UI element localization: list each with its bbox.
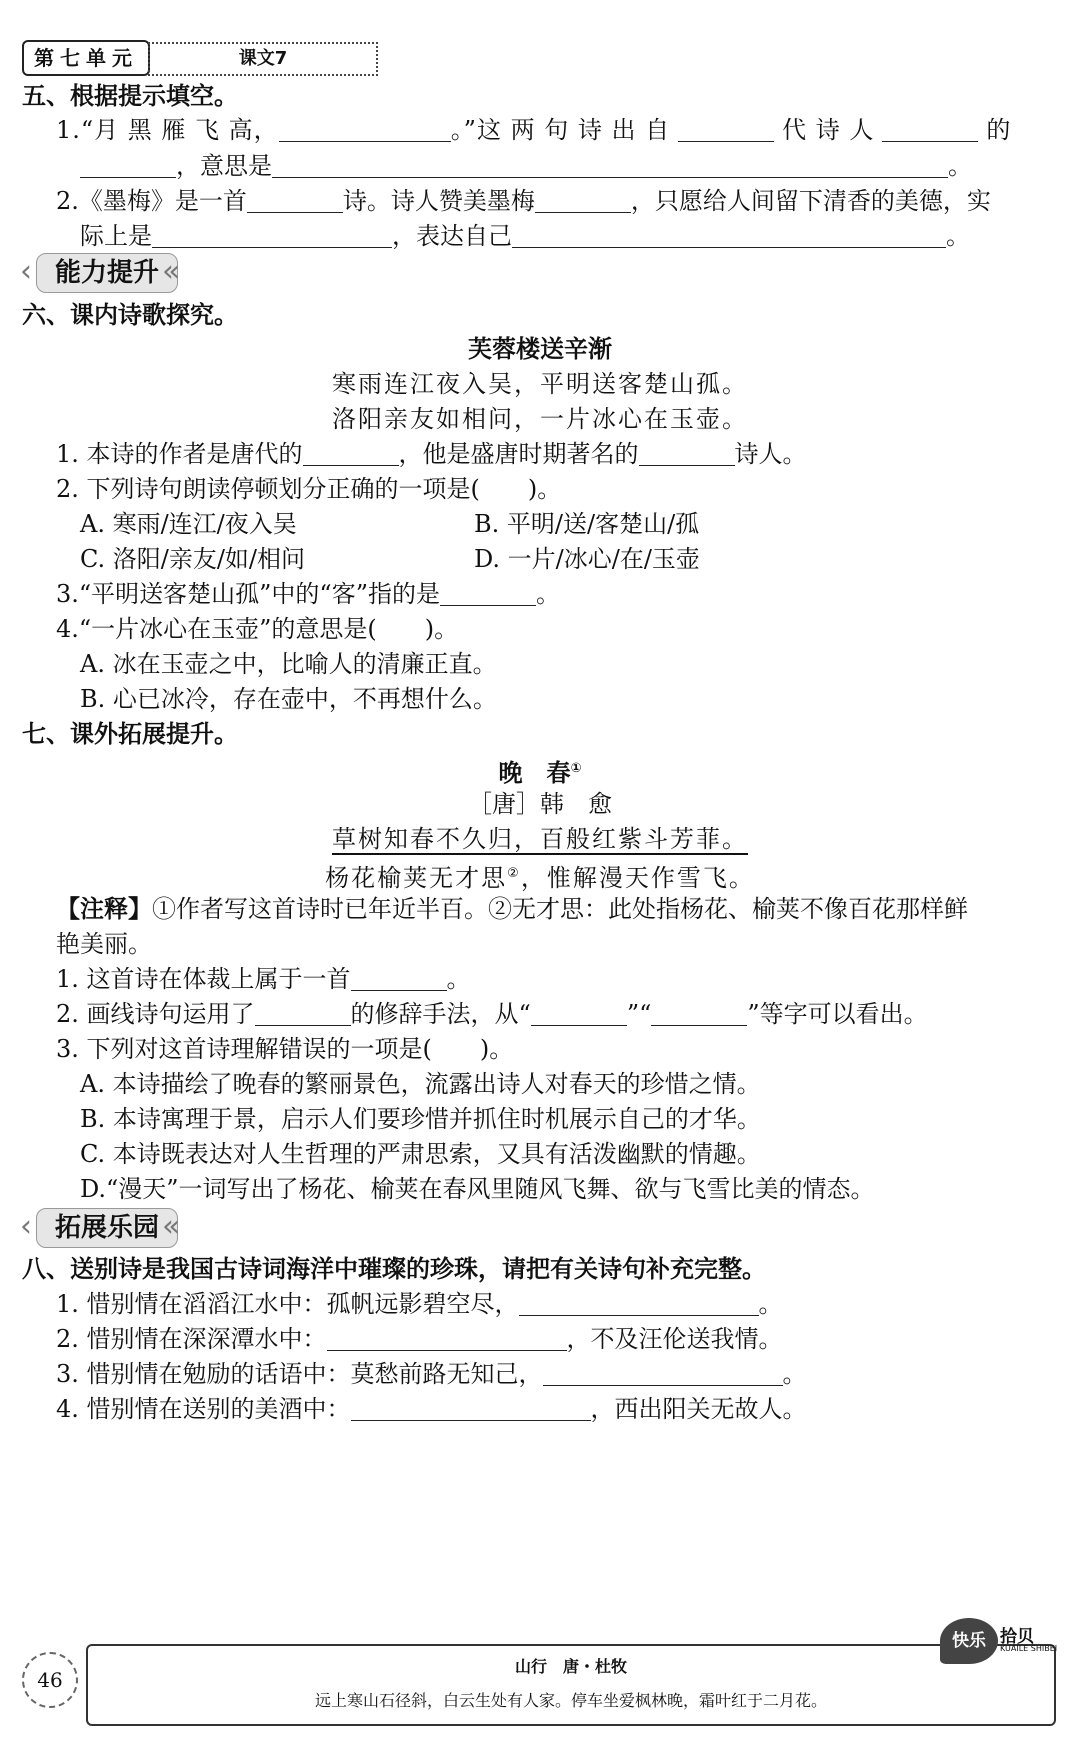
sec6-q1-text-b: ，他是盛唐时期著名的 bbox=[398, 440, 639, 468]
sec7-q1-blank[interactable] bbox=[351, 964, 447, 991]
sec5-q1-text-b: 。”这 两 句 诗 出 自 bbox=[450, 116, 671, 144]
sec8-q2-text-a: 2. 惜别情在深深潭水中： bbox=[56, 1325, 327, 1353]
sec8-q4-text-b: ，西出阳关无故人。 bbox=[590, 1395, 807, 1423]
poem-title-note: ① bbox=[570, 761, 582, 776]
footer-poem-box bbox=[86, 1644, 1056, 1726]
section-8-title: 八、送别诗是我国古诗词海洋中璀璨的珍珠，请把有关诗句补充完整。 bbox=[22, 1255, 766, 1283]
sec7-q1-text-b: 。 bbox=[446, 965, 471, 993]
poem-title-furong: 芙蓉楼送辛渐 bbox=[468, 335, 612, 363]
sec7-notes-line2: 艳美丽。 bbox=[56, 930, 152, 958]
sec6-q4-option-a[interactable]: A. 冰在玉壶之中，比喻人的清廉正直。 bbox=[80, 650, 497, 678]
sec7-q1-text-a: 1. 这首诗在体裁上属于一首 bbox=[56, 965, 351, 993]
sec7-q2-text-c: ”“ bbox=[626, 1000, 652, 1028]
sec6-q3 bbox=[56, 576, 560, 612]
sec5-q1-line2 bbox=[80, 148, 972, 184]
sec6-q1 bbox=[56, 436, 807, 472]
footer-poem-text: 远上寒山石径斜，白云生处有人家。停车坐爱枫林晚，霜叶红于二月花。 bbox=[314, 1691, 827, 1710]
sec5-q2-line2 bbox=[80, 218, 970, 254]
sec8-q3 bbox=[56, 1356, 807, 1392]
sec7-q3-option-b[interactable]: B. 本诗寓理于景，启示人们要珍惜并抓住时机展示自己的才华。 bbox=[80, 1105, 761, 1133]
sec7-q3-option-a[interactable]: A. 本诗描绘了晚春的繁丽景色，流露出诗人对春天的珍惜之情。 bbox=[80, 1070, 761, 1098]
sec6-q1-blank2[interactable] bbox=[639, 439, 735, 466]
sec6-q2-option-b[interactable]: B. 平明/送/客楚山/孤 bbox=[474, 510, 700, 538]
sec8-q3-text-a: 3. 惜别情在勉励的话语中：莫愁前路无知己， bbox=[56, 1360, 543, 1388]
sec8-q3-blank[interactable] bbox=[543, 1359, 783, 1386]
sec6-q2: 2. 下列诗句朗读停顿划分正确的一项是( )。 bbox=[56, 475, 562, 503]
tag2-right-chevron-icon: « bbox=[162, 1209, 181, 1244]
sec5-q2-text-c: ，只愿给人间留下清香的美德，实 bbox=[630, 187, 991, 215]
sec8-q1-text-a: 1. 惜别情在滔滔江水中：孤帆远影碧空尽， bbox=[56, 1290, 519, 1318]
sec5-q2-blank1[interactable] bbox=[247, 186, 343, 213]
sec5-q1-text-c: 代 诗 人 bbox=[782, 116, 875, 144]
sec5-q1-text-f: 。 bbox=[948, 152, 972, 180]
footer-poem-title: 山行 唐・杜牧 bbox=[514, 1657, 627, 1676]
page-number: 46 bbox=[22, 1652, 78, 1708]
tag-right-chevron-icon: « bbox=[162, 254, 181, 289]
sec5-q1-blank3[interactable] bbox=[882, 115, 978, 142]
poem-wanchun-line-1 bbox=[0, 821, 1080, 857]
poem-line-2: 洛阳亲友如相问，一片冰心在玉壶。 bbox=[332, 405, 748, 433]
sec8-q1-blank[interactable] bbox=[519, 1289, 759, 1316]
sec6-q2-option-c[interactable]: C. 洛阳/亲友/如/相问 bbox=[80, 545, 306, 573]
sec6-q1-text-c: 诗人。 bbox=[734, 440, 807, 468]
sec5-q1-line1 bbox=[56, 112, 1011, 148]
sec5-q2-line1 bbox=[56, 183, 991, 219]
sec7-q2-blank2[interactable] bbox=[531, 999, 627, 1026]
sec8-q4-text-a: 4. 惜别情在送别的美酒中： bbox=[56, 1395, 351, 1423]
sec5-q2-text-d: 际上是 bbox=[80, 222, 152, 250]
sec5-q1-text-a: 1.“月 黑 雁 飞 高， bbox=[56, 116, 279, 144]
sec5-q1-blank4[interactable] bbox=[80, 151, 176, 178]
tag2-left-chevron-icon: ‹ bbox=[20, 1209, 32, 1244]
sec6-q3-text-b: 。 bbox=[535, 580, 560, 608]
sec7-notes-line1 bbox=[56, 891, 968, 927]
poem-line-2-b: ，惟解漫天作雪飞。 bbox=[520, 864, 755, 892]
sec5-q1-text-d: 的 bbox=[986, 116, 1012, 144]
sec5-q2-text-f: 。 bbox=[946, 222, 970, 250]
sec5-q1-blank1[interactable] bbox=[279, 115, 451, 142]
sec5-q2-blank4[interactable] bbox=[512, 221, 946, 248]
kuaile-badge-icon: 快乐 bbox=[940, 1618, 998, 1664]
section-6-title: 六、课内诗歌探究。 bbox=[22, 301, 238, 329]
sec5-q1-blank2[interactable] bbox=[678, 115, 774, 142]
sec6-q1-text-a: 1. 本诗的作者是唐代的 bbox=[56, 440, 303, 468]
sec5-q2-text-e: ，表达自己 bbox=[392, 222, 512, 250]
sec6-q2-option-a[interactable]: A. 寒雨/连江/夜入吴 bbox=[80, 510, 297, 538]
sec6-q1-blank1[interactable] bbox=[303, 439, 399, 466]
poem-author: ［唐］韩 愈 bbox=[468, 790, 612, 818]
sec5-q2-blank2[interactable] bbox=[535, 186, 631, 213]
section-5-title: 五、根据提示填空。 bbox=[22, 82, 238, 110]
notes-label: 【注释】 bbox=[56, 895, 152, 923]
sec8-q1-text-b: 。 bbox=[758, 1290, 783, 1318]
underlined-poem-line: 草树知春不久归，百般红紫斗芳菲。 bbox=[332, 825, 748, 853]
sec7-q1 bbox=[56, 961, 471, 997]
sec6-q2-option-d[interactable]: D. 一片/冰心/在/玉壶 bbox=[474, 545, 700, 573]
sec5-q1-text-e: ，意思是 bbox=[176, 152, 272, 180]
badge-text: 拾贝 bbox=[1000, 1627, 1034, 1647]
sec8-q4-blank[interactable] bbox=[351, 1394, 591, 1421]
sec7-q3: 3. 下列对这首诗理解错误的一项是( )。 bbox=[56, 1035, 514, 1063]
unit-label: 第七单元 bbox=[22, 40, 150, 76]
sec8-q4 bbox=[56, 1391, 807, 1427]
tag-left-chevron-icon: ‹ bbox=[20, 254, 32, 289]
poem-title-wanchun bbox=[0, 751, 1080, 791]
sec6-q4-option-b[interactable]: B. 心已冰冷，存在壶中，不再想什么。 bbox=[80, 685, 497, 713]
lesson-label: 课文7 bbox=[148, 42, 378, 76]
poem-title-text: 晚 春 bbox=[498, 759, 571, 787]
poem-wanchun-line-2 bbox=[0, 856, 1080, 896]
sec7-q2-text-a: 2. 画线诗句运用了 bbox=[56, 1000, 255, 1028]
badge-subtext: KUAILE SHIBEI bbox=[1000, 1644, 1058, 1653]
sec7-q2-blank1[interactable] bbox=[255, 999, 351, 1026]
sec5-q2-text-b: 诗。诗人赞美墨梅 bbox=[342, 187, 535, 215]
notes-text-1: ①作者写这首诗时已年近半百。②无才思：此处指杨花、榆荚不像百花那样鲜 bbox=[152, 895, 968, 923]
sec7-q2 bbox=[56, 996, 928, 1032]
sec7-q2-blank3[interactable] bbox=[651, 999, 747, 1026]
section-tag-expand: 拓展乐园 bbox=[36, 1208, 178, 1248]
sec7-q3-option-c[interactable]: C. 本诗既表达对人生哲理的严肃思索，又具有活泼幽默的情趣。 bbox=[80, 1140, 761, 1168]
sec8-q2-text-b: ，不及汪伦送我情。 bbox=[566, 1325, 783, 1353]
sec7-q2-text-d: ”等字可以看出。 bbox=[747, 1000, 928, 1028]
sec7-q2-text-b: 的修辞手法，从“ bbox=[350, 1000, 531, 1028]
sec6-q4: 4.“一片冰心在玉壶”的意思是( )。 bbox=[56, 615, 459, 643]
poem-line-2-note: ② bbox=[507, 866, 521, 881]
sec5-q1-blank5[interactable] bbox=[272, 151, 948, 178]
section-tag-ability: 能力提升 bbox=[36, 253, 178, 293]
sec8-q2 bbox=[56, 1321, 783, 1357]
sec5-q2-blank3[interactable] bbox=[152, 221, 392, 248]
sec8-q2-blank[interactable] bbox=[327, 1324, 567, 1351]
sec8-q1 bbox=[56, 1286, 783, 1322]
sec5-q2-text-a: 2.《墨梅》是一首 bbox=[56, 187, 247, 215]
sec7-q3-option-d[interactable]: D.“漫天”一词写出了杨花、榆荚在春风里随风飞舞、欲与飞雪比美的情态。 bbox=[80, 1175, 875, 1203]
sec6-q3-blank[interactable] bbox=[440, 579, 536, 606]
poem-line-2-a: 杨花榆荚无才思 bbox=[325, 864, 508, 892]
section-7-title: 七、课外拓展提升。 bbox=[22, 720, 238, 748]
poem-line-1: 寒雨连江夜入吴，平明送客楚山孤。 bbox=[332, 370, 748, 398]
sec8-q3-text-b: 。 bbox=[782, 1360, 807, 1388]
sec6-q3-text-a: 3.“平明送客楚山孤”中的“客”指的是 bbox=[56, 580, 440, 608]
